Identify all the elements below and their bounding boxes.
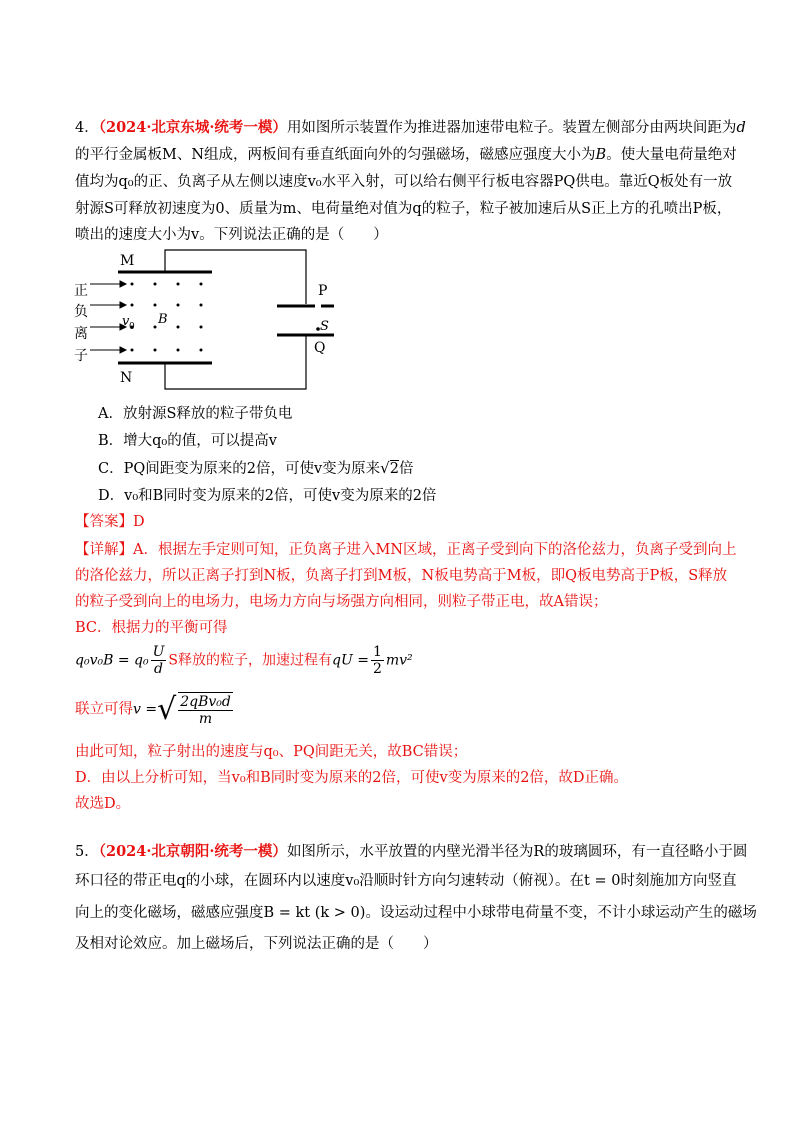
equation-1 [75,644,413,677]
eq1-num: U [152,644,165,660]
q4-stem-line-3: 值均为q₀的正、负离子从左侧以速度v₀水平入射，可以给右侧平行板电容器PQ供电。靠近Q板处有一放 [75,174,733,190]
q4-detail-label: 【详解】 [75,542,133,558]
q4-conclusion-3: 故选D。 [75,796,131,812]
label-b: B [158,312,168,327]
q5-stem-line-4: 及相对论效应。加上磁场后，下列说法正确的是（ ） [75,936,438,952]
q4-var-b: B [595,147,607,163]
eq2-prefix: 联立可得 [75,701,133,718]
eq1-middle-text: S释放的粒子，加速过程有 [168,652,332,669]
side-char-1: 正 [74,283,88,299]
incident-arrows [90,281,126,353]
q4-var-d: d [736,120,746,136]
q4-figure [70,245,350,395]
wire-top [165,250,306,304]
q4-option-a: A．放射源S释放的粒子带负电 [98,406,293,422]
eq2-num: 2qBv₀d [180,694,231,710]
q4-stem-line-4: 射源S可释放初速度为0、质量为m、电荷量绝对值为q的粒子，粒子被加速后从S正上方的孔喷出P板， [75,201,732,217]
q4-stem-text-2-tail: 。使大量电荷量绝对 [606,147,737,163]
eq2-den: m [198,711,213,727]
q4-conclusion-1: 由此可知，粒子射出的速度与q₀、PQ间距无关，故BC错误； [75,744,468,760]
eq2-fraction [178,692,233,727]
q4-detail-line-4: BC．根据力的平衡可得 [75,620,228,636]
q4-stem-line-5: 喷出的速度大小为v。下列说法正确的是（ ） [75,227,388,243]
label-m: M [120,253,135,269]
q4-number: 4． [75,120,99,136]
eq1-half-den: 2 [372,661,382,677]
q5-source: （2024·北京朝阳·统考一模） [98,843,287,860]
sqrt-radicand: 2 [389,461,399,477]
q4-detail-text-1: A．根据左手定则可知，正负离子进入MN区域，正离子受到向下的洛伦兹力，负离子受到向上 [133,542,737,558]
label-v0: v [122,314,130,329]
eq1-right-b: mv² [385,652,413,669]
eq2-sqrt-symbol: √ [157,692,177,727]
q4-option-b: B．增大q₀的值，可以提高v [98,433,277,449]
q4-option-c-text: C．PQ间距变为原来的2倍，可使v变为原来 [98,461,381,477]
q4-stem-line-2 [75,145,735,165]
label-p: P [318,283,328,299]
eq1-fraction [151,644,167,677]
eq1-den: d [154,661,163,677]
q5-stem-line-2: 环口径的带正电q的小球，在圆环内以速度v₀沿顺时针方向匀速转动（俯视）。在t = 0时刻施加方向竖直 [75,873,737,889]
equation-2 [75,692,235,727]
q5-number: 5． [75,844,99,860]
eq1-half-num: 1 [372,644,382,660]
q4-answer: 【答案】D [75,514,145,530]
q5-stem-line-1 [75,842,748,862]
eq2-v: v = [133,701,158,718]
eq1-left: q₀v₀B = q₀ [75,652,149,669]
eq1-half [371,644,384,677]
q4-stem-text-1: 用如图所示装置作为推进器加速带电粒子。装置左侧部分由两块间距为 [286,120,737,136]
q5-stem-line-3: 向上的变化磁场，磁感应强度B = kt (k > 0)。设运动过程中小球带电荷量不变，不计小球运动产生的磁场 [75,905,757,921]
sqrt-symbol: √ [380,459,390,477]
label-v0-sub: 0 [129,322,135,332]
side-char-3: 离 [74,326,88,342]
q4-conclusion-2: D．由以上分析可知，当v₀和B同时变为原来的2倍，可使v变为原来的2倍，故D正确。 [75,770,629,786]
q4-option-c [98,458,758,479]
q4-detail-line-1 [75,540,735,560]
eq2-sqrt [157,692,235,727]
eq1-right-a: qU = [332,652,369,669]
q4-source: （2024·北京东城·统考一模） [98,119,287,136]
q4-option-c-tail: 倍 [398,461,414,477]
q4-detail-line-2: 的洛伦兹力，所以正离子打到N板，负离子打到M板，N板电势高于M板，即Q板电势高于P板，S释放 [75,568,728,584]
q4-detail-line-3: 的粒子受到向上的电场力，电场力方向与场强方向相同，则粒子带正电，故A错误； [75,594,608,610]
side-char-2: 负 [74,304,88,320]
q4-stem-line-1 [75,118,746,138]
q5-stem-text-1: 如图所示，水平放置的内壁光滑半径为R的玻璃圆环，有一直径略小于圆 [286,844,748,860]
label-n: N [120,370,133,386]
label-s: S [320,319,329,334]
label-q: Q [314,340,326,356]
q4-option-d: D．v₀和B同时变为原来的2倍，可使v变为原来的2倍 [98,488,437,504]
q4-stem-text-2: 的平行金属板M、N组成，两板间有垂直纸面向外的匀强磁场，磁感应强度大小为 [75,147,596,163]
side-char-4: 子 [74,348,88,364]
